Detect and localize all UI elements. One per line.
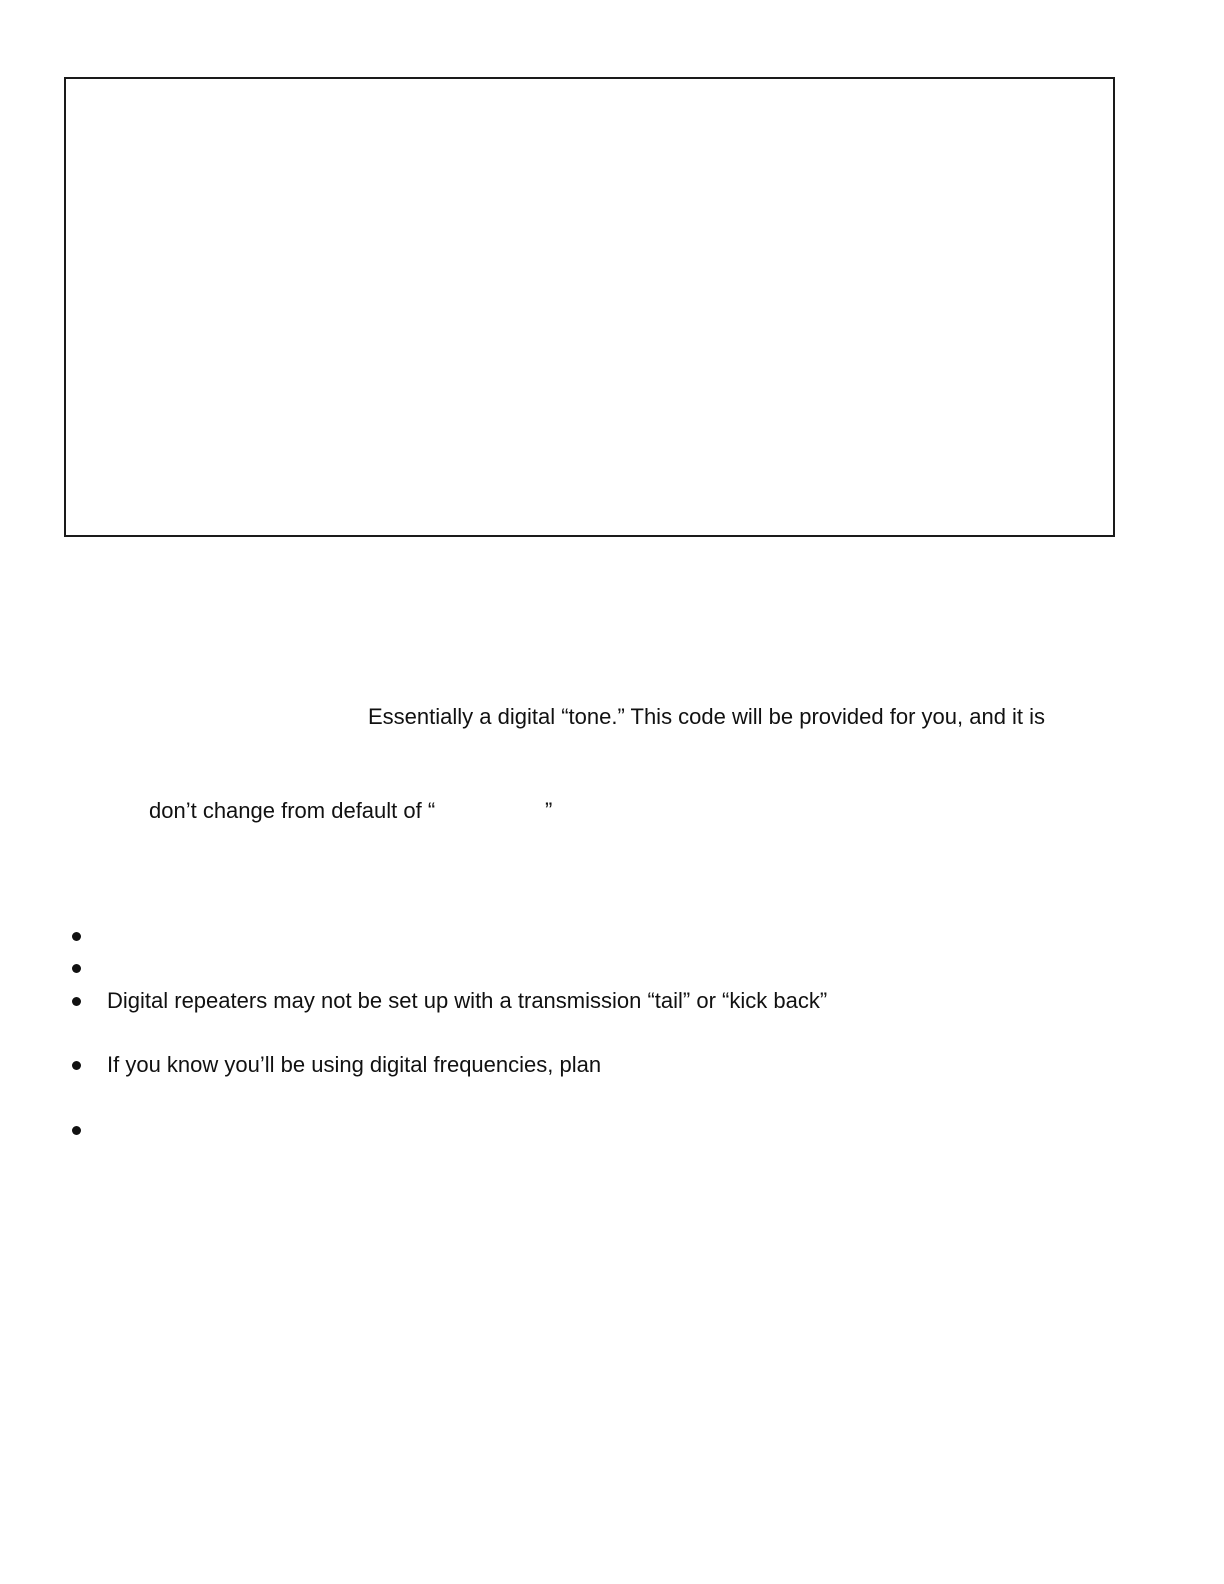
bullet-icon	[72, 964, 81, 973]
image-placeholder-frame	[64, 77, 1115, 537]
list-item-digital-repeaters: Digital repeaters may not be set up with a transmission “tail” or “kick back”	[107, 988, 828, 1013]
bullet-icon	[72, 1126, 81, 1135]
bullet-icon	[72, 932, 81, 941]
bullet-icon	[72, 1061, 81, 1070]
bullet-icon	[72, 997, 81, 1006]
closing-quote: ”	[545, 798, 553, 823]
paragraph-line-default-value: don’t change from default of “	[149, 798, 436, 823]
list-item-digital-frequencies: If you know you’ll be using digital frequencies, plan	[107, 1052, 602, 1077]
paragraph-line-tone-description: Essentially a digital “tone.” This code will be provided for you, and it is	[368, 704, 1046, 729]
